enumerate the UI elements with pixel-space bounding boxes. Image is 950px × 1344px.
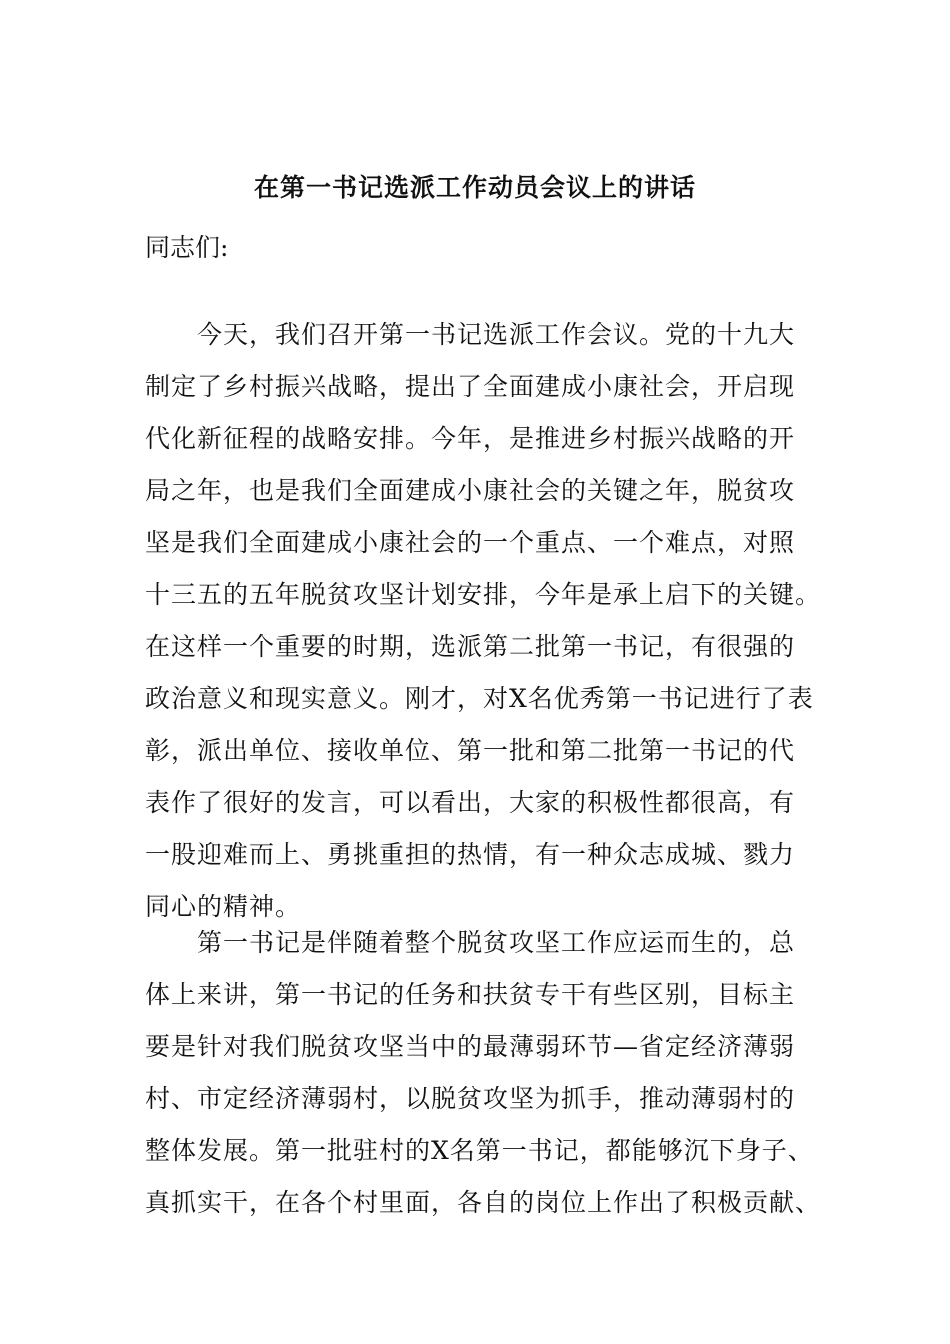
paragraph-line: 在这样一个重要的时期，选派第二批第一书记，有很强的 <box>145 632 796 661</box>
paragraph-line: 体上来讲，第一书记的任务和扶贫专干有些区别，目标主 <box>145 980 796 1009</box>
salutation: 同志们: <box>145 233 229 262</box>
paragraph-line: 整体发展。第一批驻村的X名第一书记，都能够沉下身子、 <box>145 1136 814 1165</box>
paragraph-line: 第一书记是伴随着整个脱贫攻坚工作应运而生的，总 <box>197 928 796 957</box>
paragraph-line: 局之年，也是我们全面建成小康社会的关键之年，脱贫攻 <box>145 476 796 505</box>
paragraph-2 <box>145 917 825 1229</box>
paragraph-line: 十三五的五年脱贫攻坚计划安排，今年是承上启下的关键。 <box>145 580 822 609</box>
paragraph-line: 政治意义和现实意义。刚才，对X名优秀第一书记进行了表 <box>145 684 814 713</box>
paragraph-line: 今天，我们召开第一书记选派工作会议。党的十九大 <box>197 320 796 349</box>
document-title: 在第一书记选派工作动员会议上的讲话 <box>253 173 696 202</box>
paragraph-line: 同心的精神。 <box>145 892 302 921</box>
paragraph-line: 要是针对我们脱贫攻坚当中的最薄弱环节—省定经济薄弱 <box>145 1032 796 1061</box>
paragraph-line: 代化新征程的战略安排。今年，是推进乡村振兴战略的开 <box>145 424 796 453</box>
paragraph-line: 一股迎难而上、勇挑重担的热情，有一种众志成城、戮力 <box>145 840 796 869</box>
paragraph-1 <box>145 309 825 933</box>
paragraph-line: 制定了乡村振兴战略，提出了全面建成小康社会，开启现 <box>145 372 796 401</box>
paragraph-line: 真抓实干，在各个村里面，各自的岗位上作出了积极贡献、 <box>145 1188 822 1217</box>
paragraph-line: 坚是我们全面建成小康社会的一个重点、一个难点，对照 <box>145 528 796 557</box>
paragraph-line: 村、市定经济薄弱村，以脱贫攻坚为抓手，推动薄弱村的 <box>145 1084 796 1113</box>
paragraph-line: 表作了很好的发言，可以看出，大家的积极性都很高，有 <box>145 788 796 817</box>
paragraph-line: 彰，派出单位、接收单位、第一批和第二批第一书记的代 <box>145 736 796 765</box>
